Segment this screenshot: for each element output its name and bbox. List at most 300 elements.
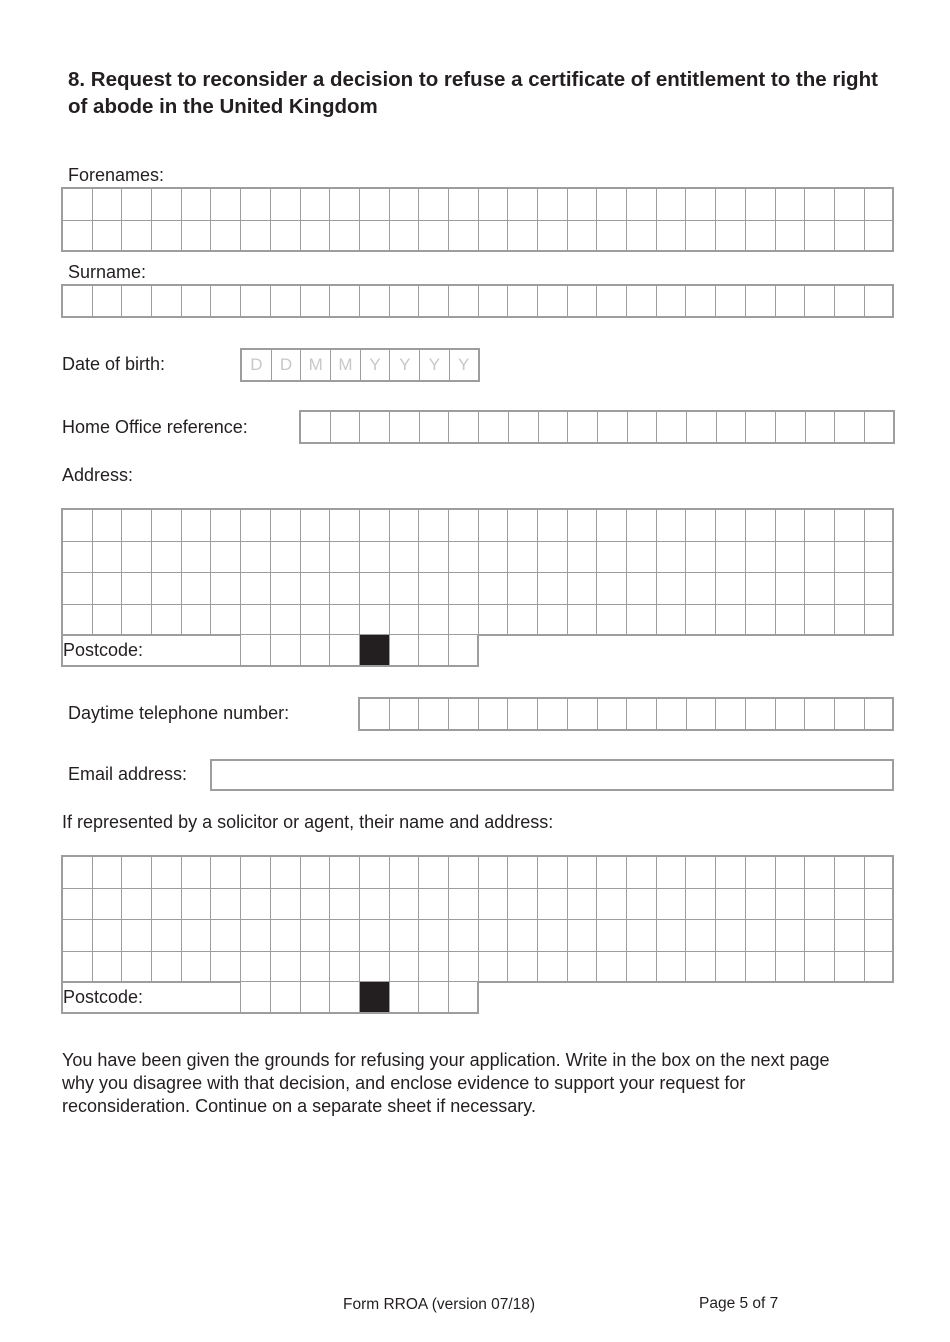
character-box[interactable]	[657, 605, 687, 637]
character-box[interactable]	[479, 889, 509, 921]
character-box[interactable]	[538, 286, 568, 318]
character-box[interactable]	[152, 221, 182, 253]
character-box[interactable]	[746, 920, 776, 952]
character-box[interactable]	[508, 952, 538, 984]
address-input-grid[interactable]	[61, 508, 894, 636]
character-box[interactable]	[122, 221, 152, 253]
character-box[interactable]	[360, 412, 390, 444]
character-box[interactable]	[716, 189, 746, 221]
character-box[interactable]	[746, 510, 776, 542]
character-box[interactable]	[449, 573, 479, 605]
character-box[interactable]	[211, 857, 241, 889]
character-box[interactable]	[122, 920, 152, 952]
character-box[interactable]	[93, 286, 123, 318]
character-box[interactable]	[597, 952, 627, 984]
character-box[interactable]	[241, 952, 271, 984]
character-box[interactable]	[835, 857, 865, 889]
character-box[interactable]	[360, 573, 390, 605]
character-box[interactable]	[63, 286, 93, 318]
character-box[interactable]	[746, 952, 776, 984]
character-box[interactable]	[419, 952, 449, 984]
postcode-character-box[interactable]	[301, 982, 331, 1014]
character-box[interactable]	[508, 573, 538, 605]
character-box[interactable]	[360, 952, 390, 984]
character-box[interactable]	[152, 189, 182, 221]
character-box[interactable]	[508, 699, 538, 731]
character-box[interactable]	[360, 542, 390, 574]
character-box[interactable]	[716, 510, 746, 542]
character-box[interactable]	[390, 573, 420, 605]
character-box[interactable]	[301, 189, 331, 221]
character-box[interactable]	[716, 605, 746, 637]
character-box[interactable]	[746, 221, 776, 253]
character-box[interactable]	[122, 189, 152, 221]
character-box[interactable]	[597, 605, 627, 637]
character-box[interactable]	[627, 221, 657, 253]
character-box[interactable]	[746, 542, 776, 574]
character-box[interactable]	[627, 605, 657, 637]
character-box[interactable]	[241, 286, 271, 318]
character-box[interactable]	[479, 920, 509, 952]
character-box[interactable]	[449, 221, 479, 253]
character-box[interactable]	[776, 510, 806, 542]
character-box[interactable]	[479, 510, 509, 542]
character-box[interactable]	[360, 699, 390, 731]
character-box[interactable]: M	[301, 350, 331, 382]
character-box[interactable]	[390, 542, 420, 574]
character-box[interactable]: D	[272, 350, 302, 382]
character-box[interactable]	[686, 920, 716, 952]
character-box[interactable]	[568, 920, 598, 952]
character-box[interactable]	[865, 889, 895, 921]
character-box[interactable]	[508, 189, 538, 221]
character-box[interactable]	[93, 605, 123, 637]
character-box[interactable]	[449, 857, 479, 889]
character-box[interactable]	[182, 189, 212, 221]
character-box[interactable]	[449, 920, 479, 952]
character-box[interactable]	[597, 573, 627, 605]
character-box[interactable]	[211, 889, 241, 921]
character-box[interactable]	[538, 699, 568, 731]
character-box[interactable]	[271, 221, 301, 253]
character-box[interactable]	[419, 857, 449, 889]
character-box[interactable]	[805, 699, 835, 731]
character-box[interactable]	[805, 857, 835, 889]
character-box[interactable]	[301, 857, 331, 889]
character-box[interactable]	[746, 699, 776, 731]
character-box[interactable]	[657, 286, 687, 318]
character-box[interactable]	[865, 605, 895, 637]
character-box[interactable]	[805, 952, 835, 984]
character-box[interactable]	[271, 573, 301, 605]
character-box[interactable]	[93, 542, 123, 574]
character-box[interactable]	[152, 573, 182, 605]
character-box[interactable]	[597, 857, 627, 889]
character-box[interactable]	[63, 542, 93, 574]
character-box[interactable]	[301, 920, 331, 952]
character-box[interactable]	[449, 286, 479, 318]
character-box[interactable]	[330, 952, 360, 984]
character-box[interactable]	[835, 952, 865, 984]
character-box[interactable]	[182, 573, 212, 605]
character-box[interactable]: Y	[450, 350, 480, 382]
character-box[interactable]	[805, 889, 835, 921]
character-box[interactable]	[211, 573, 241, 605]
character-box[interactable]	[835, 189, 865, 221]
character-box[interactable]	[835, 286, 865, 318]
character-box[interactable]	[686, 889, 716, 921]
character-box[interactable]	[390, 412, 420, 444]
character-box[interactable]	[122, 605, 152, 637]
character-box[interactable]	[271, 286, 301, 318]
character-box[interactable]	[211, 286, 241, 318]
character-box[interactable]	[776, 412, 806, 444]
character-box[interactable]	[716, 857, 746, 889]
character-box[interactable]	[63, 889, 93, 921]
character-box[interactable]	[538, 605, 568, 637]
character-box[interactable]	[63, 573, 93, 605]
character-box[interactable]	[805, 221, 835, 253]
character-box[interactable]	[479, 542, 509, 574]
character-box[interactable]	[390, 221, 420, 253]
character-box[interactable]	[360, 605, 390, 637]
character-box[interactable]	[806, 412, 836, 444]
character-box[interactable]	[271, 542, 301, 574]
character-box[interactable]	[508, 542, 538, 574]
character-box[interactable]	[122, 573, 152, 605]
character-box[interactable]	[865, 221, 895, 253]
postcode-character-box[interactable]	[301, 635, 331, 667]
character-box[interactable]	[211, 189, 241, 221]
character-box[interactable]	[241, 221, 271, 253]
character-box[interactable]	[330, 221, 360, 253]
character-box[interactable]	[330, 286, 360, 318]
postcode-character-box[interactable]	[419, 635, 449, 667]
character-box[interactable]	[657, 889, 687, 921]
character-box[interactable]	[301, 542, 331, 574]
character-box[interactable]	[152, 510, 182, 542]
character-box[interactable]	[182, 605, 212, 637]
postcode-character-box[interactable]	[390, 635, 420, 667]
character-box[interactable]	[390, 857, 420, 889]
character-box[interactable]	[390, 889, 420, 921]
character-box[interactable]	[419, 889, 449, 921]
character-box[interactable]	[865, 412, 895, 444]
character-box[interactable]	[835, 221, 865, 253]
character-box[interactable]	[538, 952, 568, 984]
character-box[interactable]	[182, 857, 212, 889]
postcode-character-box[interactable]	[449, 635, 479, 667]
character-box[interactable]	[152, 920, 182, 952]
character-box[interactable]	[865, 920, 895, 952]
character-box[interactable]	[93, 920, 123, 952]
character-box[interactable]	[776, 221, 806, 253]
postcode-character-box[interactable]	[241, 982, 271, 1014]
character-box[interactable]	[241, 857, 271, 889]
character-box[interactable]	[449, 412, 479, 444]
character-box[interactable]	[241, 573, 271, 605]
character-box[interactable]	[479, 412, 509, 444]
character-box[interactable]	[716, 542, 746, 574]
character-box[interactable]	[331, 412, 361, 444]
character-box[interactable]	[301, 510, 331, 542]
character-box[interactable]	[627, 952, 657, 984]
character-box[interactable]	[657, 857, 687, 889]
character-box[interactable]	[360, 857, 390, 889]
character-box[interactable]	[776, 189, 806, 221]
character-box[interactable]	[182, 286, 212, 318]
character-box[interactable]	[63, 221, 93, 253]
character-box[interactable]	[122, 857, 152, 889]
character-box[interactable]	[538, 889, 568, 921]
character-box[interactable]	[657, 920, 687, 952]
character-box[interactable]	[182, 542, 212, 574]
character-box[interactable]	[597, 920, 627, 952]
character-box[interactable]	[301, 952, 331, 984]
character-box[interactable]	[865, 542, 895, 574]
character-box[interactable]	[449, 189, 479, 221]
character-box[interactable]	[568, 889, 598, 921]
character-box[interactable]	[627, 189, 657, 221]
character-box[interactable]	[716, 221, 746, 253]
character-box[interactable]	[805, 573, 835, 605]
character-box[interactable]	[597, 221, 627, 253]
character-box[interactable]	[271, 189, 301, 221]
character-box[interactable]	[568, 221, 598, 253]
character-box[interactable]	[63, 189, 93, 221]
character-box[interactable]	[687, 699, 717, 731]
character-box[interactable]	[508, 889, 538, 921]
character-box[interactable]	[122, 286, 152, 318]
character-box[interactable]	[152, 952, 182, 984]
character-box[interactable]	[538, 221, 568, 253]
character-box[interactable]	[449, 605, 479, 637]
character-box[interactable]	[627, 857, 657, 889]
character-box[interactable]	[776, 857, 806, 889]
character-box[interactable]	[271, 857, 301, 889]
postcode-character-box[interactable]	[241, 635, 271, 667]
character-box[interactable]	[657, 542, 687, 574]
character-box[interactable]	[805, 542, 835, 574]
character-box[interactable]	[628, 412, 658, 444]
character-box[interactable]	[241, 605, 271, 637]
surname-input-grid[interactable]	[61, 284, 894, 318]
character-box[interactable]	[568, 605, 598, 637]
character-box[interactable]	[360, 189, 390, 221]
character-box[interactable]	[241, 889, 271, 921]
character-box[interactable]	[271, 889, 301, 921]
character-box[interactable]	[568, 542, 598, 574]
character-box[interactable]	[835, 573, 865, 605]
character-box[interactable]	[865, 510, 895, 542]
character-box[interactable]	[271, 952, 301, 984]
character-box[interactable]	[93, 189, 123, 221]
character-box[interactable]	[479, 857, 509, 889]
character-box[interactable]	[835, 510, 865, 542]
character-box[interactable]	[330, 573, 360, 605]
character-box[interactable]	[152, 542, 182, 574]
character-box[interactable]	[360, 286, 390, 318]
character-box[interactable]	[746, 889, 776, 921]
character-box[interactable]	[390, 920, 420, 952]
character-box[interactable]	[865, 573, 895, 605]
character-box[interactable]	[479, 221, 509, 253]
character-box[interactable]	[182, 889, 212, 921]
character-box[interactable]	[211, 920, 241, 952]
postcode-character-box[interactable]	[271, 982, 301, 1014]
character-box[interactable]	[746, 573, 776, 605]
character-box[interactable]	[479, 952, 509, 984]
character-box[interactable]	[479, 573, 509, 605]
character-box[interactable]	[508, 221, 538, 253]
character-box[interactable]: D	[242, 350, 272, 382]
character-box[interactable]	[538, 857, 568, 889]
character-box[interactable]	[211, 952, 241, 984]
postcode-character-box[interactable]	[449, 982, 479, 1014]
character-box[interactable]	[301, 573, 331, 605]
character-box[interactable]	[122, 510, 152, 542]
character-box[interactable]	[865, 699, 895, 731]
representative-address-input-grid[interactable]	[61, 855, 894, 983]
character-box[interactable]	[686, 857, 716, 889]
character-box[interactable]	[597, 189, 627, 221]
character-box[interactable]	[686, 286, 716, 318]
character-box[interactable]	[419, 573, 449, 605]
character-box[interactable]	[627, 286, 657, 318]
character-box[interactable]	[301, 286, 331, 318]
character-box[interactable]	[568, 573, 598, 605]
character-box[interactable]	[568, 286, 598, 318]
character-box[interactable]	[63, 605, 93, 637]
character-box[interactable]	[717, 412, 747, 444]
character-box[interactable]	[508, 920, 538, 952]
character-box[interactable]: Y	[390, 350, 420, 382]
character-box[interactable]	[271, 605, 301, 637]
character-box[interactable]	[686, 189, 716, 221]
character-box[interactable]	[241, 189, 271, 221]
character-box[interactable]	[93, 952, 123, 984]
character-box[interactable]	[627, 542, 657, 574]
character-box[interactable]	[330, 920, 360, 952]
character-box[interactable]	[360, 920, 390, 952]
character-box[interactable]	[449, 542, 479, 574]
character-box[interactable]	[746, 189, 776, 221]
character-box[interactable]	[657, 573, 687, 605]
character-box[interactable]	[330, 189, 360, 221]
character-box[interactable]	[598, 699, 628, 731]
character-box[interactable]	[182, 920, 212, 952]
character-box[interactable]	[479, 189, 509, 221]
character-box[interactable]	[835, 412, 865, 444]
character-box[interactable]	[63, 857, 93, 889]
character-box[interactable]	[657, 189, 687, 221]
character-box[interactable]	[538, 542, 568, 574]
character-box[interactable]	[568, 699, 598, 731]
character-box[interactable]	[835, 920, 865, 952]
character-box[interactable]	[360, 889, 390, 921]
character-box[interactable]	[716, 952, 746, 984]
character-box[interactable]	[716, 889, 746, 921]
character-box[interactable]	[627, 889, 657, 921]
home-office-reference-input-grid[interactable]	[299, 410, 895, 444]
character-box[interactable]	[479, 286, 509, 318]
character-box[interactable]	[568, 952, 598, 984]
character-box[interactable]	[776, 573, 806, 605]
character-box[interactable]	[419, 221, 449, 253]
character-box[interactable]	[93, 221, 123, 253]
character-box[interactable]	[716, 573, 746, 605]
character-box[interactable]	[538, 920, 568, 952]
character-box[interactable]	[538, 510, 568, 542]
daytime-telephone-input-grid[interactable]	[358, 697, 894, 731]
character-box[interactable]	[686, 221, 716, 253]
character-box[interactable]	[716, 286, 746, 318]
character-box[interactable]	[152, 857, 182, 889]
postcode-input-grid[interactable]	[61, 635, 479, 667]
character-box[interactable]	[182, 510, 212, 542]
character-box[interactable]	[182, 952, 212, 984]
character-box[interactable]	[419, 920, 449, 952]
character-box[interactable]	[598, 412, 628, 444]
character-box[interactable]	[686, 952, 716, 984]
character-box[interactable]	[776, 699, 806, 731]
character-box[interactable]	[63, 952, 93, 984]
character-box[interactable]	[568, 510, 598, 542]
character-box[interactable]	[122, 542, 152, 574]
character-box[interactable]	[419, 189, 449, 221]
character-box[interactable]	[686, 605, 716, 637]
character-box[interactable]	[686, 510, 716, 542]
character-box[interactable]	[449, 510, 479, 542]
character-box[interactable]	[776, 952, 806, 984]
character-box[interactable]	[390, 699, 420, 731]
character-box[interactable]	[865, 952, 895, 984]
character-box[interactable]	[657, 699, 687, 731]
character-box[interactable]	[211, 221, 241, 253]
character-box[interactable]	[93, 857, 123, 889]
character-box[interactable]	[776, 542, 806, 574]
character-box[interactable]	[627, 699, 657, 731]
character-box[interactable]	[627, 510, 657, 542]
character-box[interactable]	[716, 699, 746, 731]
character-box[interactable]	[657, 510, 687, 542]
email-address-input[interactable]	[210, 759, 894, 791]
character-box[interactable]	[746, 286, 776, 318]
character-box[interactable]	[657, 412, 687, 444]
character-box[interactable]	[360, 221, 390, 253]
character-box[interactable]	[449, 699, 479, 731]
character-box[interactable]	[479, 699, 509, 731]
postcode-character-box[interactable]	[330, 982, 360, 1014]
character-box[interactable]	[63, 920, 93, 952]
character-box[interactable]	[390, 189, 420, 221]
postcode-character-box[interactable]	[390, 982, 420, 1014]
character-box[interactable]	[746, 412, 776, 444]
character-box[interactable]	[211, 542, 241, 574]
character-box[interactable]	[390, 605, 420, 637]
character-box[interactable]	[271, 510, 301, 542]
character-box[interactable]	[687, 412, 717, 444]
character-box[interactable]	[657, 952, 687, 984]
character-box[interactable]	[597, 889, 627, 921]
character-box[interactable]	[241, 510, 271, 542]
character-box[interactable]	[301, 605, 331, 637]
character-box[interactable]	[597, 542, 627, 574]
character-box[interactable]	[241, 542, 271, 574]
character-box[interactable]	[301, 889, 331, 921]
character-box[interactable]	[360, 510, 390, 542]
character-box[interactable]	[152, 889, 182, 921]
